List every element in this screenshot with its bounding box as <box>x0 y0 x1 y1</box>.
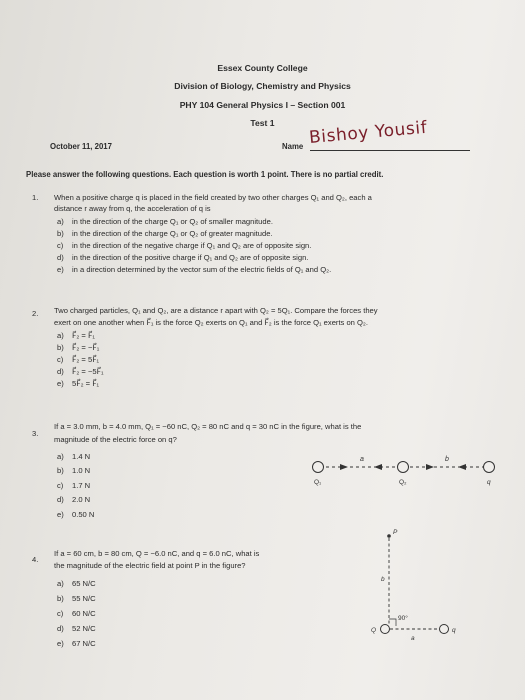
question-number: 2. <box>32 309 39 318</box>
option-letter: e) <box>57 265 64 274</box>
charge-q-circle <box>440 625 449 634</box>
option-e <box>57 265 331 274</box>
option-letter: d) <box>57 495 64 504</box>
option-text: 67 N/C <box>72 639 96 648</box>
option-letter: c) <box>57 609 64 618</box>
option-text: 65 N/C <box>72 579 96 588</box>
option-d <box>57 253 308 262</box>
point-p-dot <box>387 534 391 538</box>
question-text-line1: Two charged particles, Q₁ and Q₂, are a distance r apart with Q₂ = 5Q₁. Compare the forces they <box>54 306 378 315</box>
label-p: P <box>393 529 398 536</box>
label-q1: Q₁ <box>314 479 322 486</box>
option-c <box>57 355 99 364</box>
option-text: in the direction of the negative charge if Q₁ and Q₂ are of opposite sign. <box>72 241 312 250</box>
question-text-line2: distance r away from q, the acceleration of q is <box>54 204 211 213</box>
option-text: in a direction determined by the vector sum of the electric fields of Q₁ and Q₂. <box>72 265 332 274</box>
question-number: 4. <box>32 555 39 564</box>
option-d <box>57 624 96 633</box>
option-text: F⃗₂ = −5F⃗₁ <box>72 367 104 376</box>
option-text: 5F⃗₂ = F⃗₁ <box>72 379 100 388</box>
charge-q-circle <box>484 462 495 473</box>
option-text: 55 N/C <box>72 594 96 603</box>
option-e <box>57 379 99 388</box>
question-text-line2: exert on one another when F⃗₁ is the force Q₂ exerts on Q₁ and F⃗₂ is the force Q₁ exerts on Q₂. <box>54 318 368 327</box>
name-label: Name <box>282 142 304 151</box>
option-text: in the direction of the charge Q₁ or Q₂ of smaller magnitude. <box>72 217 273 226</box>
label-b: b <box>445 456 449 463</box>
question-text-line1: When a positive charge q is placed in the field created by two other charges Q₁ and Q₂, each a <box>54 193 372 202</box>
option-letter: e) <box>57 379 64 388</box>
option-text: in the direction of the charge Q₁ or Q₂ of greater magnitude. <box>72 229 273 238</box>
option-letter: a) <box>57 579 64 588</box>
arrow-icon <box>374 464 382 470</box>
option-letter: d) <box>57 367 64 376</box>
option-text: 2.0 N <box>72 495 91 504</box>
arrow-icon <box>426 464 434 470</box>
option-text: F⃗₂ = −F⃗₁ <box>72 343 100 352</box>
option-letter: a) <box>57 217 64 226</box>
arrow-icon <box>458 464 466 470</box>
option-b <box>57 466 90 475</box>
question-text-line1: If a = 3.0 mm, b = 4.0 mm, Q₁ = −60 nC, Q₂ = 80 nC and q = 30 nC in the figure, what is the <box>54 422 362 431</box>
charge-q1-circle <box>313 462 324 473</box>
question-text-line1: If a = 60 cm, b = 80 cm, Q = −6.0 nC, and q = 6.0 nC, what is <box>54 549 260 558</box>
option-letter: d) <box>57 624 64 633</box>
question-number: 3. <box>32 429 39 438</box>
option-letter: c) <box>57 241 64 250</box>
division-name: Division of Biology, Chemistry and Physics <box>174 81 351 91</box>
charge-Q-circle <box>381 625 390 634</box>
option-d <box>57 367 104 376</box>
label-a: a <box>360 456 364 463</box>
question-text-line2: the magnitude of the electric field at point P in the figure? <box>54 561 246 570</box>
option-letter: e) <box>57 510 64 519</box>
charges-figure <box>300 448 505 493</box>
option-b <box>57 229 273 238</box>
option-letter: b) <box>57 466 64 475</box>
option-letter: b) <box>57 229 64 238</box>
test-title: Test 1 <box>250 118 275 128</box>
label-q: q <box>452 627 456 634</box>
option-e <box>57 510 94 519</box>
option-a <box>57 452 90 461</box>
name-underline <box>310 150 470 151</box>
option-text: 60 N/C <box>72 609 96 618</box>
instructions: Please answer the following questions. Each question is worth 1 point. There is no partial credit. <box>26 170 384 179</box>
label-q2: Q₂ <box>399 479 407 486</box>
option-letter: c) <box>57 481 64 490</box>
option-letter: d) <box>57 253 64 262</box>
test-date: October 11, 2017 <box>50 142 112 151</box>
option-letter: a) <box>57 331 64 340</box>
college-name: Essex County College <box>217 63 308 73</box>
course-title: PHY 104 General Physics I – Section 001 <box>179 100 346 110</box>
option-letter: a) <box>57 452 64 461</box>
option-text: 0.50 N <box>72 510 95 519</box>
field-point-figure <box>368 525 473 660</box>
option-letter: e) <box>57 639 64 648</box>
option-a <box>57 331 95 340</box>
label-a: a <box>411 635 415 642</box>
right-angle-marker <box>389 619 396 626</box>
option-c <box>57 241 311 250</box>
handwritten-name: Bishoy Yousif <box>308 117 429 148</box>
label-Q: Q <box>371 627 377 634</box>
option-text: 1.0 N <box>72 466 91 475</box>
option-c <box>57 481 90 490</box>
option-letter: b) <box>57 594 64 603</box>
question-text-line2: magnitude of the electric force on q? <box>54 435 177 444</box>
option-b <box>57 594 96 603</box>
label-angle: 90° <box>398 615 408 622</box>
option-a <box>57 217 273 226</box>
arrow-icon <box>340 464 348 470</box>
label-b: b <box>381 576 385 583</box>
label-q: q <box>487 479 491 486</box>
question-number: 1. <box>32 193 39 202</box>
option-c <box>57 609 96 618</box>
option-text: 52 N/C <box>72 624 96 633</box>
option-text: F⃗₂ = 5F⃗₁ <box>72 355 100 364</box>
option-text: 1.7 N <box>72 481 91 490</box>
option-text: 1.4 N <box>72 452 91 461</box>
option-letter: c) <box>57 355 64 364</box>
option-e <box>57 639 96 648</box>
option-text: F⃗₂ = F⃗₁ <box>72 331 95 340</box>
option-text: in the direction of the positive charge if Q₁ and Q₂ are of opposite sign. <box>72 253 309 262</box>
option-d <box>57 495 90 504</box>
option-b <box>57 343 99 352</box>
charge-q2-circle <box>398 462 409 473</box>
option-a <box>57 579 96 588</box>
option-letter: b) <box>57 343 64 352</box>
